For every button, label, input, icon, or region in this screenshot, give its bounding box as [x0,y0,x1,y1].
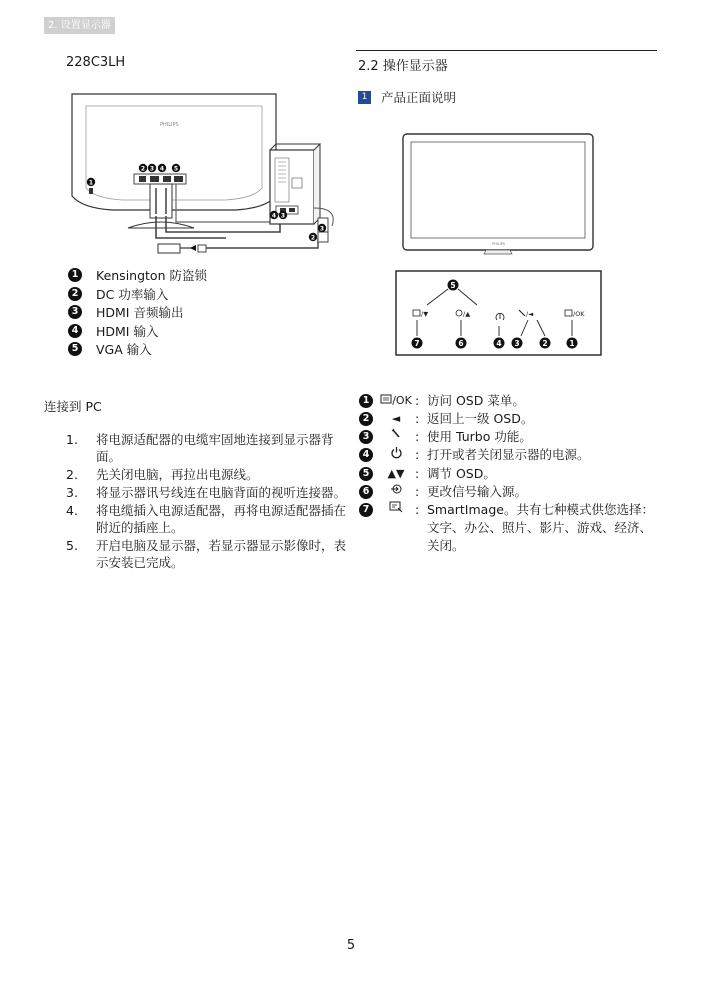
chapter-tab: 2. 设置显示器 [44,17,115,34]
input-icon [390,483,403,495]
control-item: 4 : 打开或者关闭显示器的电源。 [359,446,659,465]
legend-label: Kensington 防盗锁 [96,268,207,284]
front-buttons-diagram [395,270,602,356]
legend-number: 1 [68,268,82,282]
subsection-title [358,88,456,106]
svg-text:3: 3 [149,165,155,173]
svg-text:6: 6 [458,339,464,348]
btn-turbo-label: /◄ [526,310,534,318]
legend-item [68,322,207,341]
step-item [66,484,346,501]
control-symbol: ▲▼ [387,467,405,480]
step-item [66,466,346,483]
control-description: SmartImage。共有七种模式供您选择：文字、办公、照片、影片、游戏、经济、关闭。 [427,502,654,553]
step-item [66,502,346,536]
subsection-number: 1 [358,91,371,104]
section-rule [356,50,657,51]
legend-number: 2 [68,287,82,301]
svg-text:2: 2 [542,339,548,348]
legend-number: 3 [68,305,82,319]
control-description: 使用 Turbo 功能。 [427,429,532,444]
svg-text:2: 2 [310,234,316,242]
legend-item [68,266,207,285]
control-number: 4 [359,448,373,462]
svg-text:3: 3 [280,212,286,220]
step-item [66,431,346,465]
legend-item [68,340,207,359]
control-number: 7 [359,503,373,517]
step-text: 将电缆插入电源适配器，再将电源适配器插在附近的插座上。 [96,503,347,535]
control-symbol [377,483,415,501]
page-number: 5 [346,938,356,953]
svg-text:4: 4 [496,339,502,348]
rear-brand: PHILIPS [160,122,179,128]
section-title: 2.2 操作显示器 [358,59,448,74]
turbo-icon [390,428,402,440]
btn-smartimage-label: /▼ [421,310,429,318]
svg-text:3: 3 [514,339,520,348]
btn-input-label: /▲ [463,310,471,318]
connect-pc-title: 连接到 PC [44,399,102,414]
svg-text:5: 5 [173,165,179,173]
control-number: 5 [359,467,373,481]
svg-text:3: 3 [319,225,325,233]
step-number: 2. [66,467,78,482]
power-icon [390,446,403,459]
model-name: 228C3LH [66,55,126,70]
svg-text:7: 7 [414,339,420,348]
control-description: 打开或者关闭显示器的电源。 [427,447,590,462]
control-symbol: /OK [377,392,415,410]
control-item: 5 ▲▼ : 调节 OSD。 [359,465,659,483]
rear-port-legend [68,266,207,359]
svg-text:5: 5 [450,281,456,290]
legend-label: HDMI 音频输出 [96,305,184,321]
monitor-rear-diagram [66,88,346,258]
legend-item [68,303,207,322]
step-number: 4. [66,503,78,518]
control-item: 7 : SmartImage。共有七种模式供您选择：文字、办公、照片、影片、游戏、经济、关闭。 [359,501,659,555]
step-text: 先关闭电脑，再拉出电源线。 [96,467,259,482]
control-symbol [377,446,415,465]
control-item: 2 ◄ : 返回上一级 OSD。 [359,410,659,428]
control-item: 6 : 更改信号输入源。 [359,483,659,501]
legend-label: DC 功率输入 [96,286,169,302]
step-number: 3. [66,485,78,500]
smartimage-icon [389,501,403,513]
front-brand: PHILIPS [492,242,506,246]
legend-item [68,285,207,304]
control-description: 调节 OSD。 [427,466,496,481]
control-item: 3 : 使用 Turbo 功能。 [359,428,659,446]
menu-icon [380,394,392,404]
svg-text:4: 4 [271,212,277,220]
step-text: 开启电脑及显示器，若显示器显示影像时，表示安装已完成。 [96,538,347,570]
svg-text:2: 2 [140,165,146,173]
legend-number: 4 [68,324,82,338]
btn-menu-label: /OK [573,310,585,318]
step-item [66,537,346,571]
control-description: 访问 OSD 菜单。 [427,393,525,408]
legend-number: 5 [68,342,82,356]
control-number: 3 [359,430,373,444]
monitor-front-diagram [400,132,596,256]
legend-label: HDMI 输入 [96,323,159,339]
svg-text:1: 1 [88,179,94,187]
subsection-label: 产品正面说明 [381,90,457,105]
control-symbol [377,428,415,446]
control-description: 返回上一级 OSD。 [427,411,534,426]
control-number: 2 [359,412,373,426]
control-number: 6 [359,485,373,499]
step-text: 将电源适配器的电缆牢固地连接到显示器背面。 [96,432,334,464]
svg-text:1: 1 [569,339,575,348]
step-number: 1. [66,432,78,447]
step-text: 将显示器讯号线连在电脑背面的视听连接器。 [96,485,347,500]
control-symbol [377,501,415,519]
control-item: 1 /OK : 访问 OSD 菜单。 [359,392,659,410]
control-symbol: ◄ [391,412,401,425]
svg-text:4: 4 [159,165,165,173]
legend-label: VGA 输入 [96,342,152,358]
connect-steps [66,431,346,572]
control-description: 更改信号输入源。 [427,484,528,499]
control-descriptions [359,392,659,555]
control-number: 1 [359,394,373,408]
step-number: 5. [66,538,78,553]
